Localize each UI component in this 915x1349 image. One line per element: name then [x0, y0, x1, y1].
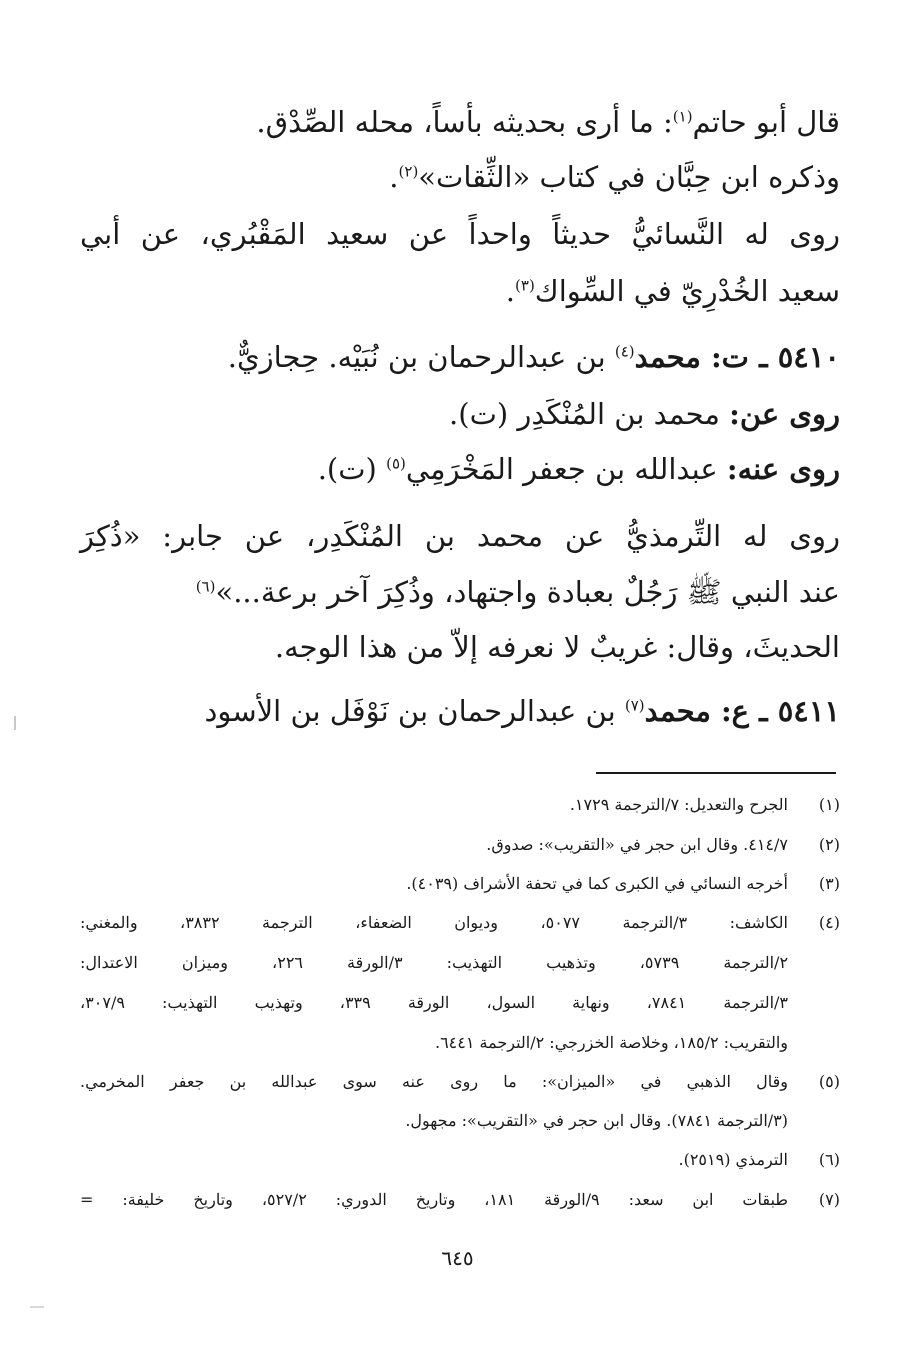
footnote-ref-2[interactable]: (٢)	[398, 162, 419, 181]
footnote-7	[80, 1192, 840, 1212]
body-line-3: روى له النَّسائيُّ حديثاً واحداً عن سعيد المَقْبُري، عن أبي	[80, 217, 840, 251]
footnote-ref-1[interactable]: (١)	[672, 107, 693, 126]
footnote-number: (٦)	[818, 1150, 840, 1169]
text-segment: وذكره ابن حِبَّان في كتاب «الثِّقات»	[418, 160, 840, 194]
text-segment: بن عبدالرحمان بن نَوْفَل بن الأسود	[204, 694, 625, 728]
footnote-number: (٧)	[818, 1190, 840, 1209]
text-segment: محمد بن المُنْكَدِر (ت).	[449, 397, 730, 431]
footnote-4	[80, 915, 840, 935]
text-segment: عند النبي ﷺ رَجُلٌ بعبادة واجتهاد، وذُكِرَ آخر برعة...»	[215, 575, 840, 609]
scan-mark	[30, 1306, 44, 1308]
footnote-text: ٢/الترجمة ٥٧٣٩، وتذهيب التهذيب: ٣/الورقة ٢٢٦، وميزان الاعتدال:	[80, 953, 789, 972]
footnote-ref-6[interactable]: (٦)	[195, 577, 216, 596]
page-number: ٦٤٥	[441, 1246, 474, 1270]
text-segment: .	[389, 160, 399, 194]
footnote-ref-5[interactable]: (٥)	[386, 454, 406, 473]
footnote-separator	[596, 772, 836, 774]
text-segment: (ت).	[317, 452, 387, 486]
body-line-tirmidhi-3: الحديثَ، وقال: غريبٌ لا نعرفه إلاّ من هذا الوجه.	[274, 630, 840, 664]
footnote-number: (٤)	[818, 913, 840, 932]
footnote-5-cont-1	[80, 1113, 840, 1133]
text-segment: قال أبو حاتم	[692, 105, 840, 139]
entry-5411-heading	[80, 694, 840, 728]
footnote-text: طبقات ابن سعد: ٩/الورقة ١٨١، وتاريخ الدوري: ٥٢٧/٢، وتاريخ خليفة: =	[80, 1190, 789, 1209]
text-segment: : ما أرى بحديثه بأساً، محله الصِّدْق.	[256, 105, 673, 139]
body-line-4	[80, 274, 840, 308]
footnote-text: وقال الذهبي في «الميزان»: ما روى عنه سوى عبدالله بن جعفر المخرمي.	[80, 1072, 788, 1091]
rawa-anhu-label: روى عنه:	[726, 452, 840, 486]
footnote-5	[80, 1074, 840, 1094]
footnote-3	[80, 876, 840, 896]
body-line-1	[80, 105, 840, 139]
entry-number: ٥٤١٠ ـ ت: محمد	[634, 340, 840, 374]
footnote-number: (٥)	[818, 1072, 840, 1091]
footnote-text: الترمذي (٢٥١٩).	[678, 1150, 788, 1169]
footnote-number: (٣)	[818, 874, 840, 893]
rawa-an-label: روى عن:	[729, 397, 840, 431]
footnote-number: (١)	[818, 795, 840, 814]
footnote-1	[80, 797, 840, 817]
footnote-text: أخرجه النسائي في الكبرى كما في تحفة الأشراف (٤٠٣٩).	[406, 874, 788, 893]
footnote-text: الجرح والتعديل: ٧/الترجمة ١٧٢٩.	[569, 795, 788, 814]
entry-5410-heading	[80, 340, 840, 374]
rawa-an-line	[80, 397, 840, 431]
body-line-tirmidhi-1: روى له التِّرمذيُّ عن محمد بن المُنْكَدِر، عن جابر: «ذُكِرَ	[80, 519, 840, 553]
footnote-2	[80, 837, 840, 857]
footnote-number: (٢)	[818, 835, 840, 854]
footnote-text: ٤١٤/٧. وقال ابن حجر في «التقريب»: صدوق.	[486, 835, 788, 854]
body-line-tirmidhi-2	[80, 575, 840, 609]
footnote-text: (٣/الترجمة ٧٨٤١). وقال ابن حجر في «التقريب»: مجهول.	[405, 1111, 788, 1130]
footnote-4-cont-1	[80, 955, 840, 975]
body-line-2	[80, 160, 840, 194]
scan-mark	[14, 716, 16, 730]
footnote-4-cont-3	[80, 1035, 840, 1055]
footnote-text: ٣/الترجمة ٧٨٤١، ونهاية السول، الورقة ٣٣٩، وتهذيب التهذيب: ٣٠٧/٩،	[80, 993, 789, 1012]
text-segment: عبدالله بن جعفر المَخْرَمِي	[405, 452, 727, 486]
footnote-4-cont-2	[80, 995, 840, 1015]
text-segment: بن عبدالرحمان بن نُبَيْه. حِجازيٌّ.	[227, 340, 615, 374]
text-segment: .	[505, 274, 516, 308]
footnote-ref-4[interactable]: (٤)	[614, 342, 635, 361]
rawa-anhu-line	[80, 452, 840, 486]
footnote-ref-7[interactable]: (٧)	[624, 696, 645, 715]
entry-number: ٥٤١١ ـ ع: محمد	[644, 694, 840, 728]
footnote-ref-3[interactable]: (٣)	[515, 276, 535, 295]
footnote-text: والتقريب: ١٨٥/٢، وخلاصة الخزرجي: ٢/الترجمة ٦٤٤١.	[434, 1033, 788, 1052]
text-segment: سعيد الخُدْرِيّ في السِّواك	[534, 274, 840, 308]
footnote-text: الكاشف: ٣/الترجمة ٥٠٧٧، وديوان الضعفاء، الترجمة ٣٨٣٢، والمغني:	[80, 913, 788, 932]
footnote-6	[80, 1152, 840, 1172]
